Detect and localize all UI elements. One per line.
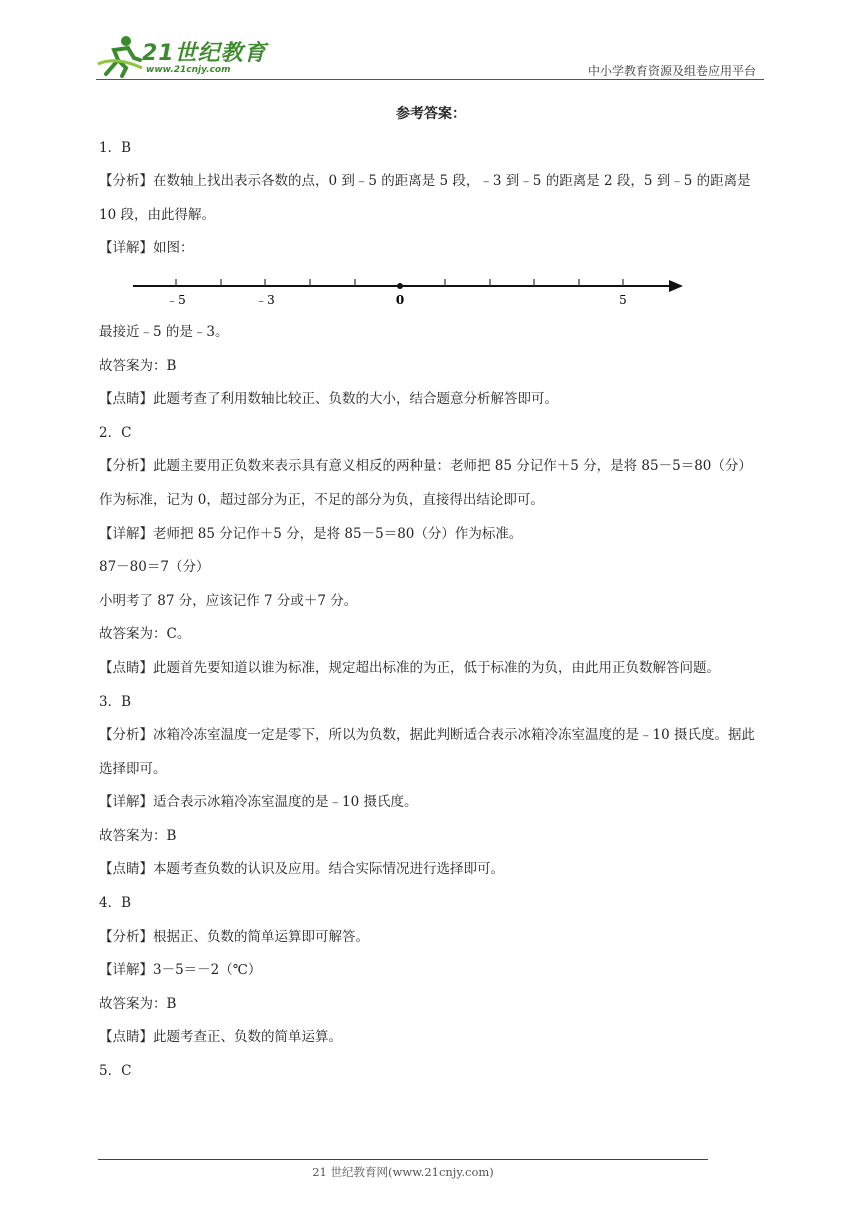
q2-detail: 【详解】老师把 85 分记作＋5 分，是将 85－5＝80（分）作为标准。 (99, 525, 523, 542)
runner-logo-icon (96, 34, 144, 78)
q2-comment: 【点睛】此题首先要知道以谁为标准，规定超出标准的为正，低于标准的为负，由此用正负数解答问题。 (99, 659, 720, 676)
q3-analysis: 【分析】冰箱冷冻室温度一定是零下，所以为负数，据此判断适合表示冰箱冷冻室温度的是﹣10 摄氏度。据此选择即可。 (99, 727, 755, 777)
page-footer: 21 世纪教育网(www.21cnjy.com) (312, 1165, 494, 1179)
q3-detail: 【详解】适合表示冰箱冷冻室温度的是﹣10 摄氏度。 (99, 794, 418, 811)
number-line-svg (99, 266, 699, 316)
q4-analysis: 【分析】根据正、负数的简单运算即可解答。 (99, 928, 369, 945)
q4-answer: 4．B (99, 895, 132, 912)
platform-name: 中小学教育资源及组卷应用平台 (587, 64, 756, 78)
page-header (96, 30, 764, 80)
q2-answer: 2．C (99, 424, 132, 441)
logo-text: 21世纪教育 (142, 41, 267, 66)
q2-analysis: 【分析】此题主要用正负数来表示具有意义相反的两种量：老师把 85 分记作＋5 分，是将 85－5＝80（分）作为标准，记为 0，超过部分为正，不足的部分为负，直接得出结论即可。 (99, 458, 752, 508)
q2-conclusion: 故答案为：C。 (99, 626, 191, 643)
q2-after: 小明考了 87 分，应该记作 7 分或＋7 分。 (99, 592, 358, 609)
number-line (99, 266, 763, 316)
page-title: 参考答案： (396, 106, 466, 122)
logo-url: www.21cnjy.com (146, 65, 231, 75)
site-logo (96, 34, 286, 78)
q4-detail: 【详解】3－5＝－2（℃） (99, 962, 262, 979)
q3-comment: 【点睛】本题考查负数的认识及应用。结合实际情况进行选择即可。 (99, 861, 504, 878)
q4-conclusion: 故答案为：B (99, 995, 177, 1012)
q5-answer: 5．C (99, 1063, 132, 1080)
q2-calc: 87－80＝7（分） (99, 559, 210, 576)
tick-label-zero: 0 (395, 292, 405, 307)
q1-comment: 【点睛】此题考查了利用数轴比较正、负数的大小，结合题意分析解答即可。 (99, 391, 558, 408)
q1-after: 最接近﹣5 的是﹣3。 (99, 323, 229, 340)
q3-answer: 3．B (99, 693, 132, 710)
answer-content (99, 98, 763, 1089)
q1-conclusion: 故答案为：B (99, 357, 177, 374)
q3-conclusion: 故答案为：B (99, 827, 177, 844)
tick-label-pos5: 5 (619, 292, 627, 307)
q1-answer: 1．B (99, 139, 132, 156)
tick-label-neg3: ﹣3 (255, 292, 275, 307)
arrow-head-icon (669, 280, 683, 292)
header-divider (96, 79, 764, 80)
tick-label-neg5: ﹣5 (166, 292, 186, 307)
footer-divider (98, 1159, 708, 1160)
q1-analysis: 【分析】在数轴上找出表示各数的点，0 到﹣5 的距离是 5 段，﹣3 到﹣5 的距离是 2 段，5 到﹣5 的距离是 10 段，由此得解。 (99, 173, 751, 223)
q4-comment: 【点睛】此题考查正、负数的简单运算。 (99, 1029, 342, 1046)
q1-detail: 【详解】如图： (99, 240, 194, 257)
